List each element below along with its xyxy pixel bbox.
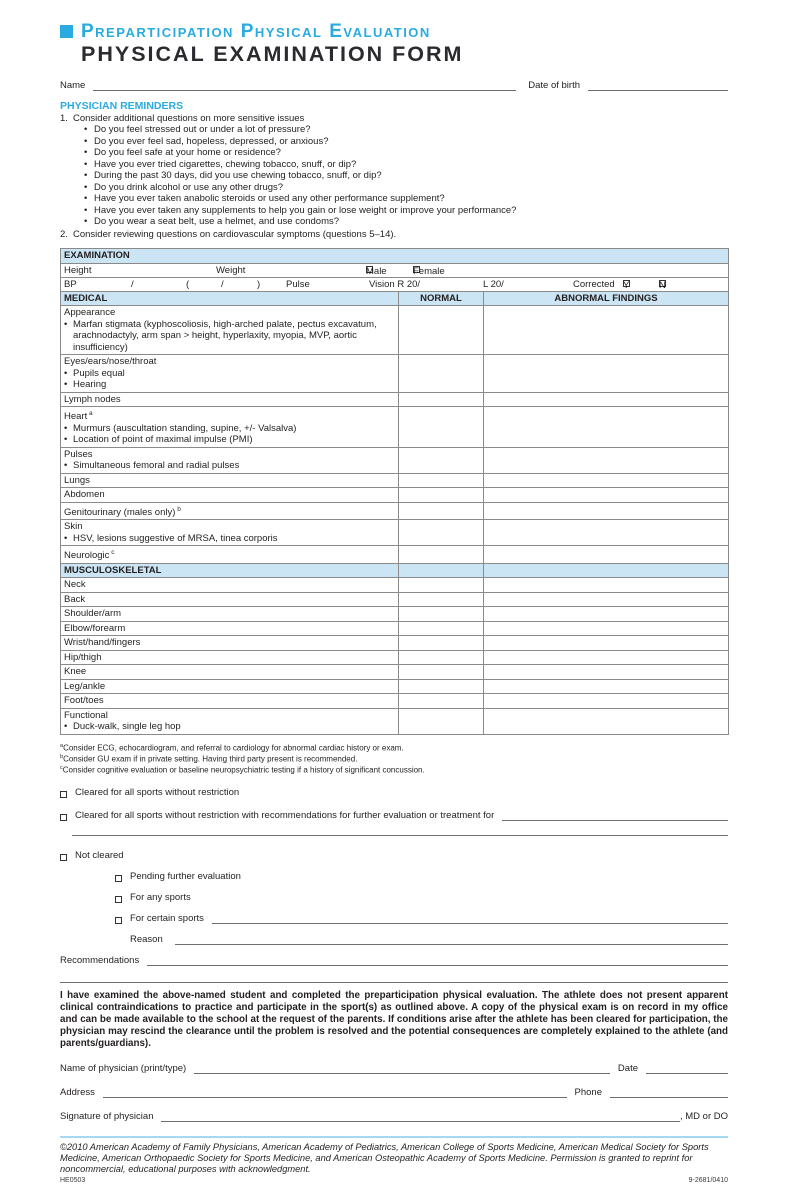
- normal-cell[interactable]: [399, 694, 484, 709]
- recommendations-row: [60, 955, 728, 966]
- reminders-title: PHYSICIAN REMINDERS: [60, 99, 184, 112]
- exam-item-cell: [61, 665, 399, 680]
- table-row: [61, 665, 729, 680]
- exam-item-cell: [61, 447, 399, 473]
- date-label: Date: [617, 1063, 638, 1075]
- musculoskeletal-section-row: [61, 563, 729, 578]
- exam-item-cell: [61, 355, 399, 393]
- examination-table: [60, 248, 729, 735]
- reminder-bullet: • Have you ever tried cigarettes, chewing tobacco, snuff, or dip?: [84, 158, 357, 170]
- abnormal-findings-cell[interactable]: [484, 488, 729, 503]
- row-label: Back: [64, 593, 86, 605]
- vitals-row-2: BP / ( / ) Pulse Vision R 20/ L 20/ Corrected Y N: [61, 277, 729, 291]
- normal-cell[interactable]: [399, 592, 484, 607]
- reason-input-line[interactable]: [175, 935, 728, 945]
- address-label: Address: [60, 1087, 95, 1099]
- footer-rule: [60, 1136, 728, 1138]
- row-label: Elbow/forearm: [64, 622, 126, 634]
- header: [60, 22, 728, 41]
- signature-input-line[interactable]: [161, 1112, 679, 1122]
- phone-input-line[interactable]: [610, 1088, 728, 1098]
- pulse-label: Pulse: [286, 278, 310, 290]
- bp-paren-close: ): [257, 278, 261, 290]
- cleared-all-checkbox[interactable]: [60, 791, 67, 798]
- signature-label: Signature of physician: [60, 1111, 154, 1123]
- not-cleared-option[interactable]: [60, 850, 728, 861]
- table-row: [61, 488, 729, 503]
- row-bullet: • Simultaneous femoral and radial pulses: [64, 460, 240, 472]
- reminder-bullet: • During the past 30 days, did you use chewing tobacco, snuff, or dip?: [84, 170, 382, 181]
- date-input-line[interactable]: [646, 1064, 728, 1074]
- exam-item-cell: [61, 708, 399, 734]
- reminder-text: Consider additional questions on more sensitive issues: [73, 112, 305, 124]
- abnormal-findings-cell[interactable]: [484, 650, 729, 665]
- row-label: Pulses: [64, 448, 93, 460]
- reminder-item-2: [60, 229, 728, 241]
- normal-cell[interactable]: [399, 708, 484, 734]
- table-row: [61, 694, 729, 709]
- name-dob-row: [60, 80, 728, 91]
- exam-item-cell: [61, 607, 399, 622]
- certain-sports-checkbox[interactable]: [115, 917, 122, 924]
- normal-cell[interactable]: [399, 607, 484, 622]
- reminder-number: 2.: [60, 228, 68, 240]
- normal-cell[interactable]: [399, 502, 484, 520]
- not-cleared-checkbox[interactable]: [60, 854, 67, 861]
- table-row: [61, 592, 729, 607]
- table-row: [61, 679, 729, 694]
- normal-cell[interactable]: [399, 665, 484, 680]
- abnormal-findings-cell[interactable]: [484, 520, 729, 546]
- normal-cell[interactable]: [399, 447, 484, 473]
- corrected-label: Corrected: [573, 278, 615, 290]
- row-label: Foot/toes: [64, 695, 104, 707]
- exam-item-cell: [61, 546, 399, 564]
- reminder-bullet: • Do you drink alcohol or use any other drugs?: [84, 181, 284, 193]
- cleared-with-rec-checkbox[interactable]: [60, 814, 67, 821]
- musculoskeletal-normal-spacer: [399, 563, 484, 578]
- vitals-row-1: Height Weight Male Female: [61, 263, 729, 277]
- reason-row: [130, 934, 728, 945]
- exam-item-cell: [61, 650, 399, 665]
- bp-slash2: /: [221, 278, 224, 290]
- cleared-with-rec-option[interactable]: [60, 810, 728, 821]
- examination-section-title: EXAMINATION: [61, 249, 729, 264]
- footnote-a: $^a$Consider ECG, echocardiogram, and referral to cardiology for abnormal cardiac history or exam.: [60, 742, 404, 753]
- row-label: Shoulder/arm: [64, 608, 122, 620]
- exam-item-cell: [61, 636, 399, 651]
- dob-input-line[interactable]: [588, 81, 728, 91]
- table-row: [61, 447, 729, 473]
- row-label: Eyes/ears/nose/throat: [64, 356, 157, 367]
- form-code-left: HE0503: [60, 1177, 86, 1184]
- abnormal-findings-cell[interactable]: [484, 621, 729, 636]
- reminder-number: 1.: [60, 112, 68, 124]
- recommendations-input-line[interactable]: [147, 956, 728, 966]
- cleared-all-option[interactable]: [60, 787, 728, 798]
- brand-square-icon: [60, 25, 73, 38]
- not-cleared-label: Not cleared: [75, 850, 124, 862]
- table-row: [61, 546, 729, 564]
- abnormal-findings-cell[interactable]: [484, 578, 729, 593]
- normal-cell[interactable]: [399, 679, 484, 694]
- row-bullet: • Pupils equal: [64, 367, 125, 379]
- reminder-bullet: • Do you feel stressed out or under a lot of pressure?: [84, 124, 311, 135]
- examination-section-row: [61, 249, 729, 264]
- exam-item-cell: [61, 502, 399, 520]
- normal-cell[interactable]: [399, 578, 484, 593]
- normal-cell[interactable]: [399, 621, 484, 636]
- row-label: Wrist/hand/fingers: [64, 637, 141, 649]
- table-row: [61, 473, 729, 488]
- attestation-paragraph: I have examined the above-named student and completed the preparticipation physical evaluation. The athlete does not present apparent clinical contraindications to practice and participate in the sport(s) as outlined above. A copy of the physical exam is on record in my office and can be made available to the school at the request of the parents. If conditions arise after the athlete has been cleared for participation, the physician may rescind the clearance until the problem is resolved and the potential consequences are completely explained to the athlete (and parents/guardians).: [60, 990, 728, 1050]
- row-label: Leg/ankle: [64, 680, 106, 692]
- pending-option[interactable]: [115, 871, 728, 882]
- page-title: PHYSICAL EXAMINATION FORM: [81, 42, 464, 66]
- normal-cell[interactable]: [399, 636, 484, 651]
- row-bullet: • Murmurs (auscultation standing, supine, +/- Valsalva): [64, 422, 297, 434]
- exam-item-cell: [61, 679, 399, 694]
- form-code-right: 9-2681/0410: [688, 1177, 728, 1184]
- table-row: [61, 636, 729, 651]
- row-bullet: • Hearing: [64, 379, 107, 390]
- table-row: [61, 502, 729, 520]
- row-label: Knee: [64, 666, 87, 678]
- physician-name-row: [60, 1063, 728, 1074]
- md-do-label: , MD or DO: [679, 1111, 728, 1123]
- bp-slash: /: [131, 278, 134, 290]
- reminder-bullets: [84, 124, 728, 228]
- exam-item-cell: [61, 621, 399, 636]
- table-row: [61, 306, 729, 355]
- abnormal-findings-cell[interactable]: [484, 447, 729, 473]
- program-title: Preparticipation Physical Evaluation: [81, 21, 431, 42]
- reminder-bullet: • Do you wear a seat belt, use a helmet, and use condoms?: [84, 216, 340, 227]
- treatment-for-input-line[interactable]: [502, 811, 728, 821]
- exam-item-cell: [61, 392, 399, 407]
- normal-cell[interactable]: [399, 355, 484, 393]
- dob-label: Date of birth: [528, 79, 580, 91]
- height-label: Height: [64, 264, 92, 276]
- abnormal-findings-cell[interactable]: [484, 355, 729, 393]
- exam-item-cell: [61, 694, 399, 709]
- normal-cell[interactable]: [399, 520, 484, 546]
- table-row: [61, 607, 729, 622]
- footnotes: [60, 742, 728, 775]
- table-row: [61, 650, 729, 665]
- row-label: Neck: [64, 579, 86, 591]
- signature-row: [60, 1111, 728, 1122]
- musculoskeletal-section-title: MUSCULOSKELETAL: [61, 563, 399, 578]
- row-bullet: • Duck-walk, single leg hop: [64, 721, 181, 733]
- medical-table-body: [61, 249, 729, 735]
- name-input-line[interactable]: [93, 81, 516, 91]
- row-label: Abdomen: [64, 489, 105, 501]
- exam-item-cell: [61, 578, 399, 593]
- table-row: [61, 520, 729, 546]
- any-sports-option[interactable]: [115, 892, 728, 903]
- exam-item-cell: [61, 520, 399, 546]
- bp-paren-open: (: [186, 278, 190, 290]
- row-bullet: • HSV, lesions suggestive of MRSA, tinea corporis: [64, 532, 278, 544]
- reminder-bullet: • Have you ever taken anabolic steroids or used any other performance supplement?: [84, 193, 445, 204]
- abnormal-findings-cell[interactable]: [484, 592, 729, 607]
- weight-label: Weight: [216, 264, 246, 276]
- cleared-with-rec-label: Cleared for all sports without restriction with recommendations for further evaluation or treatment for: [75, 810, 495, 822]
- pending-checkbox[interactable]: [115, 875, 122, 882]
- row-label: Appearance: [64, 307, 116, 318]
- row-label: Functional: [64, 709, 108, 721]
- abnormal-findings-cell[interactable]: [484, 708, 729, 734]
- vision-left-label: L 20/: [483, 278, 504, 290]
- exam-item-cell: [61, 407, 399, 448]
- row-label: Lungs: [64, 474, 90, 486]
- row-label: Lymph nodes: [64, 393, 121, 405]
- abnormal-findings-cell[interactable]: [484, 473, 729, 488]
- name-label: Name: [60, 79, 86, 91]
- treatment-for-continuation-line[interactable]: [72, 835, 728, 836]
- any-sports-checkbox[interactable]: [115, 896, 122, 903]
- row-label: Genitourinary (males only) $^b$: [64, 505, 181, 518]
- abnormal-findings-cell[interactable]: [484, 679, 729, 694]
- normal-cell[interactable]: [399, 546, 484, 564]
- physician-name-input-line[interactable]: [194, 1064, 610, 1074]
- normal-column-header: NORMAL: [399, 291, 484, 306]
- normal-cell[interactable]: [399, 650, 484, 665]
- abnormal-findings-cell[interactable]: [484, 607, 729, 622]
- table-row: [61, 708, 729, 734]
- normal-cell[interactable]: [399, 392, 484, 407]
- abnormal-column-header: ABNORMAL FINDINGS: [484, 291, 729, 306]
- row-label: Neurologic $^c$: [64, 549, 115, 562]
- certain-sports-option[interactable]: [115, 913, 728, 924]
- normal-cell[interactable]: [399, 407, 484, 448]
- reminder-text: Consider reviewing questions on cardiovascular symptoms (questions 5–14).: [73, 228, 397, 240]
- phone-label: Phone: [574, 1087, 602, 1099]
- table-row: [61, 355, 729, 393]
- reminder-bullet: • Do you ever feel sad, hopeless, depressed, or anxious?: [84, 135, 329, 147]
- row-bullet: • Location of point of maximal impulse (PMI): [64, 434, 253, 446]
- abnormal-findings-cell[interactable]: [484, 665, 729, 680]
- copyright-text: ©2010 American Academy of Family Physicians, American Academy of Pediatrics, American College of Sports Medicine, American Medical Society for Sports Medicine, American Orthopaedic Society for Sports Medicine, and American Osteopathic Academy of Sports Medicine. Permission is granted to reprint for noncommercial, educational purposes with acknowledgment.: [60, 1142, 709, 1175]
- row-label: Heart $^a$: [64, 410, 93, 423]
- column-header-row: [61, 291, 729, 306]
- vision-right-label: Vision R 20/: [369, 278, 421, 290]
- exam-item-cell: [61, 473, 399, 488]
- physician-name-label: Name of physician (print/type): [60, 1063, 187, 1075]
- abnormal-findings-cell[interactable]: [484, 407, 729, 448]
- cleared-all-label: Cleared for all sports without restriction: [75, 787, 240, 799]
- medical-column-header: MEDICAL: [61, 291, 399, 306]
- table-row: [61, 578, 729, 593]
- abnormal-findings-cell[interactable]: [484, 636, 729, 651]
- exam-item-cell: [61, 306, 399, 355]
- row-label: Hip/thigh: [64, 651, 102, 663]
- exam-item-cell: [61, 592, 399, 607]
- abnormal-findings-cell[interactable]: [484, 502, 729, 520]
- address-input-line[interactable]: [103, 1088, 567, 1098]
- normal-cell[interactable]: [399, 306, 484, 355]
- musculoskeletal-abnormal-spacer: [484, 563, 729, 578]
- abnormal-findings-cell[interactable]: [484, 392, 729, 407]
- pending-label: Pending further evaluation: [130, 871, 241, 883]
- table-row: [61, 407, 729, 448]
- address-row: [60, 1087, 728, 1098]
- section-divider: [60, 982, 728, 983]
- reason-label: Reason: [130, 934, 163, 946]
- footnote-c: $^c$Consider cognitive evaluation or baseline neuropsychiatric testing if a history of significant concussion.: [60, 765, 425, 775]
- abnormal-findings-cell[interactable]: [484, 306, 729, 355]
- row-label: Skin: [64, 521, 83, 533]
- reminder-bullet: • Have you ever taken any supplements to help you gain or lose weight or improve your performance?: [84, 204, 517, 216]
- reminder-bullet: • Do you feel safe at your home or residence?: [84, 147, 281, 158]
- table-row: [61, 392, 729, 407]
- normal-cell[interactable]: [399, 488, 484, 503]
- exam-item-cell: [61, 488, 399, 503]
- certain-sports-input-line[interactable]: [212, 914, 728, 924]
- abnormal-findings-cell[interactable]: [484, 694, 729, 709]
- recommendations-label: Recommendations: [60, 955, 140, 967]
- certain-sports-label: For certain sports: [130, 913, 204, 925]
- footnote-b: $^b$Consider GU exam if in private setting. Having third party present is recommended.: [60, 754, 358, 764]
- any-sports-label: For any sports: [130, 892, 191, 904]
- row-bullet: • Marfan stigmata (kyphoscoliosis, high-arched palate, pectus excavatum, arachnodactyly, arm span > height, hyperlaxity, myopia, MVP, aortic insufficiency): [64, 318, 377, 353]
- bp-label: BP: [64, 278, 77, 290]
- normal-cell[interactable]: [399, 473, 484, 488]
- table-row: [61, 621, 729, 636]
- footer-codes: [60, 1177, 728, 1184]
- reminder-item-1: [60, 113, 728, 125]
- abnormal-findings-cell[interactable]: [484, 546, 729, 564]
